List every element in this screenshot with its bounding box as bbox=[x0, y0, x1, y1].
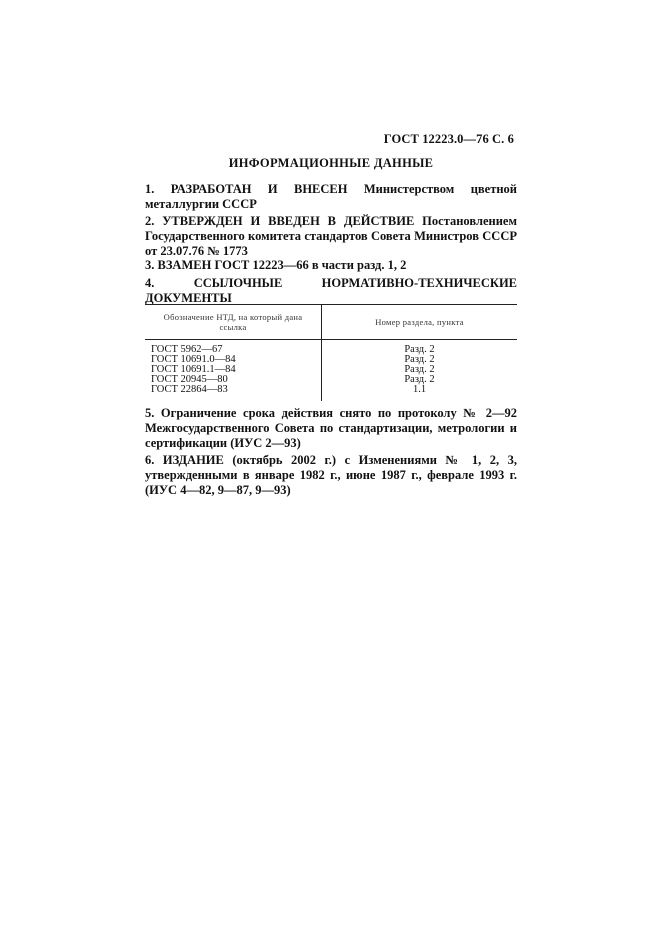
info-item-3 bbox=[145, 258, 517, 273]
table-row bbox=[145, 385, 517, 401]
item-number: 6. bbox=[145, 453, 155, 467]
cell-document: ГОСТ 10691.1—84 bbox=[145, 365, 322, 375]
document-title: ИНФОРМАЦИОННЫЕ ДАННЫЕ bbox=[228, 156, 434, 170]
info-item-5 bbox=[145, 406, 517, 451]
item-text: Ограничение срока действия снято по протоколу № 2—92 Межгосударственного Совета по стандартизации, метрологии и сертификации (ИУС 2—93) bbox=[145, 406, 517, 450]
cell-section: Разд. 2 bbox=[404, 374, 435, 385]
cell-section: Разд. 2 bbox=[404, 344, 435, 355]
item-number: 3. bbox=[145, 258, 155, 272]
item-label: ССЫЛОЧНЫЕ НОРМАТИВНО-ТЕХНИЧЕСКИЕ ДОКУМЕНТЫ bbox=[145, 276, 518, 305]
item-text: Постановлением Государственного комитета стандартов Совета Министров СССР от 23.07.76 № 1773 bbox=[145, 214, 517, 258]
item-text: Министерством цветной металлургии СССР bbox=[145, 182, 517, 211]
cell-document: ГОСТ 22864—83 bbox=[145, 385, 322, 401]
item-number: 2. bbox=[145, 214, 155, 228]
item-number: 5. bbox=[145, 406, 155, 420]
item-text: (октябрь 2002 г.) с Изменениями № 1, 2, 3, утвержденными в январе 1982 г., июне 1987 г., феврале 1993 г. (ИУС 4—82, 9—87, 9—93) bbox=[145, 453, 518, 497]
info-item-2 bbox=[145, 214, 517, 259]
item-text: в части разд. 1, 2 bbox=[308, 258, 407, 272]
page-header: ГОСТ 12223.0—76 С. 6 bbox=[383, 132, 514, 146]
item-label: УТВЕРЖДЕН И ВВЕДЕН В ДЕЙСТВИЕ bbox=[162, 214, 415, 228]
item-number: 4. bbox=[145, 276, 155, 290]
cell-section: Разд. 2 bbox=[404, 354, 435, 365]
item-label: ИЗДАНИЕ bbox=[162, 453, 224, 467]
info-item-1 bbox=[145, 182, 517, 212]
info-item-4 bbox=[145, 276, 517, 306]
column-header-document: Обозначение НТД, на который дана ссылка bbox=[145, 305, 322, 340]
table-row bbox=[145, 340, 517, 356]
item-number: 1. bbox=[145, 182, 155, 196]
cell-document: ГОСТ 5962—67 bbox=[145, 340, 322, 356]
cell-section: Разд. 2 bbox=[404, 364, 435, 375]
item-label: ВЗАМЕН ГОСТ 12223—66 bbox=[157, 258, 309, 272]
info-item-6 bbox=[145, 453, 517, 498]
cell-section: 1.1 bbox=[412, 384, 427, 395]
reference-documents-table bbox=[145, 304, 517, 401]
table-header-row bbox=[145, 305, 517, 340]
cell-document: ГОСТ 20945—80 bbox=[145, 375, 322, 385]
item-label: РАЗРАБОТАН И ВНЕСЕН bbox=[170, 182, 348, 196]
cell-document: ГОСТ 10691.0—84 bbox=[145, 355, 322, 365]
column-header-section: Номер раздела, пункта bbox=[322, 305, 518, 340]
